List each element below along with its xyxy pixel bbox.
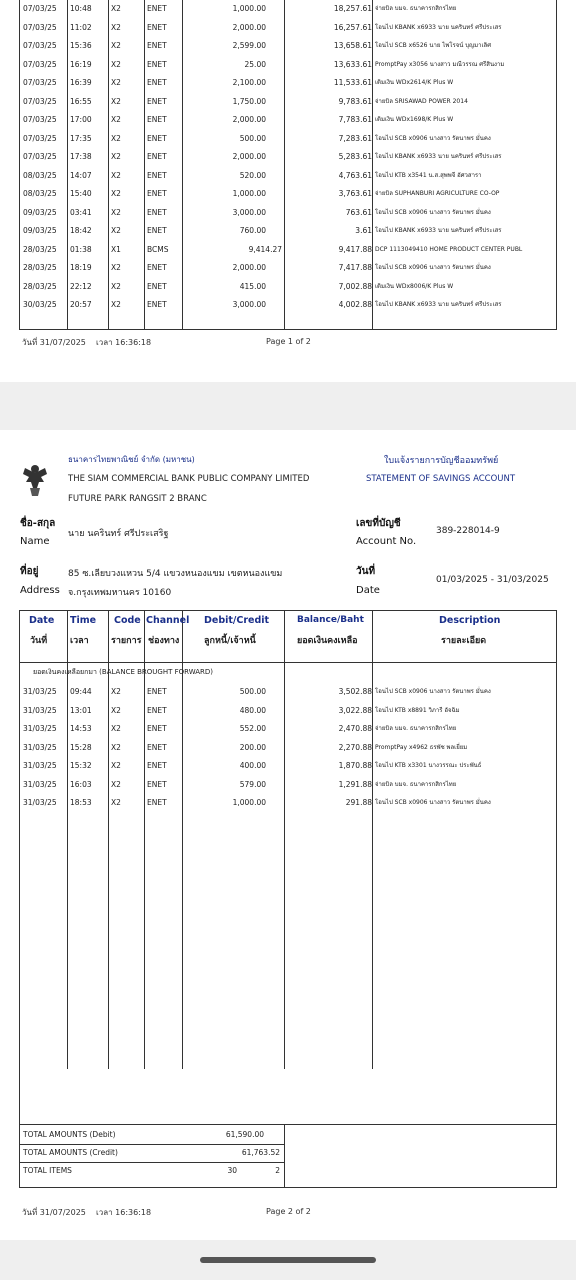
transaction-table-page-2 bbox=[19, 610, 557, 1188]
row-date: 07/03/25 bbox=[23, 133, 57, 143]
table-row bbox=[20, 185, 558, 203]
row-description: โอนไป SCB x0906 นางสาว รัตนาพร มั่นคง bbox=[375, 264, 491, 271]
page-number: Page 1 of 2 bbox=[266, 337, 311, 346]
row-date: 07/03/25 bbox=[23, 59, 57, 69]
row-debit: 579.00 bbox=[239, 779, 266, 789]
row-date: 08/03/25 bbox=[23, 170, 57, 180]
table-row bbox=[20, 739, 558, 757]
row-date: 31/03/25 bbox=[23, 742, 57, 752]
row-code: X2 bbox=[111, 170, 121, 180]
col-header-channel-en: Channel bbox=[146, 615, 190, 626]
row-description: โอนไป SCB x6526 นาย ไพโรจน์ บุญมาเลิศ bbox=[375, 42, 492, 49]
row-description: โอนไป KTB x3541 น.ส.สุพพจี อัศวสารา bbox=[375, 171, 482, 179]
row-code: X1 bbox=[111, 244, 121, 254]
row-channel: ENET bbox=[147, 115, 167, 124]
row-debit: 1,750.00 bbox=[232, 96, 266, 106]
date-label-th: วันที่ bbox=[356, 566, 376, 577]
col-header-balance-th: ยอดเงินคงเหลือ bbox=[297, 636, 358, 646]
row-code: X2 bbox=[111, 22, 121, 32]
row-date: 07/03/25 bbox=[23, 22, 57, 32]
row-balance: 2,270.88 bbox=[338, 742, 372, 752]
row-channel: ENET bbox=[147, 170, 167, 180]
row-channel: ENET bbox=[147, 263, 167, 272]
row-code: X2 bbox=[111, 41, 121, 50]
row-debit: 1,000.00 bbox=[232, 189, 266, 198]
row-balance: 5,283.61 bbox=[338, 152, 372, 161]
row-code: X2 bbox=[111, 798, 121, 807]
row-code: X2 bbox=[111, 779, 121, 789]
row-channel: ENET bbox=[147, 207, 167, 217]
row-description: เติมเงิน WDx8006/K Plus W bbox=[375, 282, 454, 290]
row-date: 08/03/25 bbox=[23, 189, 57, 198]
row-time: 16:19 bbox=[70, 59, 92, 69]
row-debit: 415.00 bbox=[239, 281, 266, 291]
row-debit: 3,000.00 bbox=[232, 207, 266, 217]
statement-title-en: STATEMENT OF SAVINGS ACCOUNT bbox=[366, 474, 516, 484]
col-header-time-th: เวลา bbox=[70, 636, 89, 646]
row-balance: 11,533.61 bbox=[333, 78, 372, 87]
address-line-1: 85 ซ.เลียบวงแหวน 5/4 แขวงหนองแขม เขตหนองแขม bbox=[68, 569, 283, 579]
row-date: 31/03/25 bbox=[23, 705, 57, 715]
col-header-balance-en: Balance/Baht bbox=[297, 615, 364, 625]
row-date: 09/03/25 bbox=[23, 226, 57, 235]
row-time: 11:02 bbox=[70, 22, 92, 32]
col-header-time-en: Time bbox=[70, 615, 97, 626]
table-row bbox=[20, 222, 558, 240]
row-time: 13:01 bbox=[70, 705, 92, 715]
row-debit: 2,000.00 bbox=[232, 263, 266, 272]
table-row bbox=[20, 204, 558, 222]
row-code: X2 bbox=[111, 281, 121, 291]
row-channel: ENET bbox=[147, 687, 167, 696]
bank-name-en: THE SIAM COMMERCIAL BANK PUBLIC COMPANY LIMITED bbox=[68, 474, 310, 484]
row-code: X2 bbox=[111, 300, 121, 309]
row-balance: 3.61 bbox=[355, 226, 372, 235]
row-debit: 25.00 bbox=[244, 59, 266, 69]
row-description: DCP 1113049410 HOME PRODUCT CENTER PUBL bbox=[375, 245, 523, 253]
row-description: จ่ายบิล บมจ. ธนาคารกสิกรไทย bbox=[375, 5, 457, 12]
row-time: 18:42 bbox=[70, 226, 92, 235]
row-date: 07/03/25 bbox=[23, 4, 57, 13]
row-channel: ENET bbox=[147, 705, 167, 715]
row-time: 03:41 bbox=[70, 207, 92, 217]
row-channel: ENET bbox=[147, 742, 167, 752]
name-label-th: ชื่อ-สกุล bbox=[20, 518, 56, 529]
print-date: วันที่ 31/07/2025 bbox=[22, 1208, 86, 1217]
row-debit: 1,000.00 bbox=[232, 798, 266, 807]
row-channel: ENET bbox=[147, 281, 167, 291]
table-row bbox=[20, 19, 558, 37]
home-indicator[interactable] bbox=[200, 1257, 376, 1263]
row-description: โอนไป SCB x0906 นางสาว รัตนาพร มั่นคง bbox=[375, 799, 491, 806]
print-time: เวลา 16:36:18 bbox=[96, 1208, 152, 1217]
row-code: X2 bbox=[111, 78, 121, 87]
statement-period: 01/03/2025 - 31/03/2025 bbox=[436, 575, 549, 585]
row-description: โอนไป KBANK x6933 นาย นครินทร์ ศรีประเสร bbox=[375, 153, 502, 160]
bank-emblem-icon bbox=[20, 462, 50, 498]
row-description: เติมเงิน WDx1698/K Plus W bbox=[375, 116, 454, 123]
row-channel: ENET bbox=[147, 300, 167, 309]
row-date: 31/03/25 bbox=[23, 798, 57, 807]
row-time: 01:38 bbox=[70, 244, 92, 254]
row-balance: 3,763.61 bbox=[338, 189, 372, 198]
row-description: โอนไป KBANK x6933 นาย นครินทร์ ศรีประเสร bbox=[375, 23, 502, 31]
row-date: 09/03/25 bbox=[23, 207, 57, 217]
row-channel: ENET bbox=[147, 152, 167, 161]
row-debit: 200.00 bbox=[239, 742, 266, 752]
total-debit-value: 61,590.00 bbox=[225, 1130, 264, 1139]
row-debit: 520.00 bbox=[239, 170, 266, 180]
table-row bbox=[20, 93, 558, 111]
row-code: X2 bbox=[111, 207, 121, 217]
statement-page-1 bbox=[0, 0, 576, 382]
col-header-date-en: Date bbox=[29, 615, 55, 626]
table-row bbox=[20, 241, 558, 259]
row-time: 17:00 bbox=[70, 115, 92, 124]
col-header-channel-th: ช่องทาง bbox=[148, 636, 180, 646]
row-balance: 7,283.61 bbox=[338, 133, 372, 143]
row-date: 07/03/25 bbox=[23, 115, 57, 124]
date-label-en: Date bbox=[356, 585, 380, 596]
row-time: 17:38 bbox=[70, 152, 92, 161]
row-balance: 1,870.88 bbox=[338, 761, 372, 770]
row-code: X2 bbox=[111, 59, 121, 69]
row-description: โอนไป KTB x3301 นางวรรณะ ประพันธ์ bbox=[375, 762, 482, 769]
row-balance: 291.88 bbox=[345, 798, 372, 807]
table-row bbox=[20, 296, 558, 314]
address-label-th: ที่อยู่ bbox=[20, 566, 39, 577]
row-balance: 13,658.61 bbox=[333, 41, 372, 50]
row-description: จ่ายบิล บมจ. ธนาคารกสิกรไทย bbox=[375, 725, 457, 732]
row-code: X2 bbox=[111, 761, 121, 770]
row-channel: ENET bbox=[147, 798, 167, 807]
row-code: X2 bbox=[111, 742, 121, 752]
print-time: เวลา 16:36:18 bbox=[96, 338, 152, 347]
row-credit: 9,414.27 bbox=[248, 244, 282, 254]
bank-name-th: ธนาคารไทยพาณิชย์ จำกัด (มหาชน) bbox=[68, 455, 195, 464]
row-debit: 400.00 bbox=[239, 761, 266, 770]
row-time: 16:39 bbox=[70, 78, 92, 87]
row-debit: 2,599.00 bbox=[232, 41, 266, 50]
table-row bbox=[20, 720, 558, 738]
row-time: 15:32 bbox=[70, 761, 92, 770]
transaction-table-page-1 bbox=[19, 0, 557, 330]
table-row bbox=[20, 111, 558, 129]
row-debit: 500.00 bbox=[239, 133, 266, 143]
table-row bbox=[20, 130, 558, 148]
col-header-date-th: วันที่ bbox=[30, 636, 48, 646]
row-channel: ENET bbox=[147, 133, 167, 143]
row-description: โอนไป KBANK x6933 นาย นครินทร์ ศรีประเสร bbox=[375, 227, 502, 234]
total-items-label: TOTAL ITEMS bbox=[23, 1166, 72, 1175]
row-channel: ENET bbox=[147, 779, 167, 789]
row-debit: 3,000.00 bbox=[232, 300, 266, 309]
row-date: 31/03/25 bbox=[23, 687, 57, 696]
row-date: 31/03/25 bbox=[23, 724, 57, 733]
table-row bbox=[20, 56, 558, 74]
row-debit: 2,000.00 bbox=[232, 152, 266, 161]
row-balance: 7,002.88 bbox=[338, 281, 372, 291]
row-channel: ENET bbox=[147, 22, 167, 32]
row-channel: BCMS bbox=[147, 244, 169, 254]
name-label-en: Name bbox=[20, 536, 50, 547]
row-date: 30/03/25 bbox=[23, 300, 57, 309]
table-row bbox=[20, 167, 558, 185]
row-code: X2 bbox=[111, 96, 121, 106]
total-items-debit: 30 bbox=[227, 1166, 237, 1175]
row-time: 18:19 bbox=[70, 263, 92, 272]
col-header-desc-en: Description bbox=[439, 615, 501, 626]
address-label-en: Address bbox=[20, 585, 60, 596]
row-channel: ENET bbox=[147, 724, 167, 733]
row-code: X2 bbox=[111, 152, 121, 161]
col-header-debit-en: Debit/Credit bbox=[204, 615, 270, 626]
row-time: 17:35 bbox=[70, 133, 92, 143]
table-row bbox=[20, 278, 558, 296]
row-time: 14:07 bbox=[70, 170, 92, 180]
row-debit: 1,000.00 bbox=[232, 4, 266, 13]
row-channel: ENET bbox=[147, 226, 167, 235]
table-row bbox=[20, 794, 558, 812]
row-code: X2 bbox=[111, 115, 121, 124]
account-label-en: Account No. bbox=[356, 536, 417, 547]
row-description: PromptPay x4962 ธรพัช พลเยี่ยม bbox=[375, 743, 468, 751]
row-code: X2 bbox=[111, 189, 121, 198]
row-code: X2 bbox=[111, 263, 121, 272]
row-balance: 7,417.88 bbox=[338, 263, 372, 272]
table-row bbox=[20, 259, 558, 277]
print-date: วันที่ 31/07/2025 bbox=[22, 338, 86, 347]
row-description: จ่ายบิล SRISAWAD POWER 2014 bbox=[375, 97, 468, 105]
account-holder-name: นาย นครินทร์ ศรีประเสริฐ bbox=[68, 529, 169, 539]
row-balance: 4,002.88 bbox=[338, 300, 372, 309]
row-debit: 500.00 bbox=[239, 687, 266, 696]
row-balance: 18,257.61 bbox=[333, 4, 372, 13]
row-code: X2 bbox=[111, 705, 121, 715]
row-date: 31/03/25 bbox=[23, 779, 57, 789]
table-row bbox=[20, 37, 558, 55]
row-description: PromptPay x3056 นางสาว มณีวรรณ ศรีสินงาม bbox=[375, 60, 505, 68]
row-date: 28/03/25 bbox=[23, 281, 57, 291]
row-code: X2 bbox=[111, 133, 121, 143]
row-channel: ENET bbox=[147, 59, 167, 69]
statement-title-th: ใบแจ้งรายการบัญชีออมทรัพย์ bbox=[384, 456, 499, 466]
row-description: โอนไป KBANK x6933 นาย นครินทร์ ศรีประเสร bbox=[375, 301, 502, 308]
row-time: 15:40 bbox=[70, 189, 92, 198]
table-row bbox=[20, 148, 558, 166]
row-time: 15:36 bbox=[70, 41, 92, 50]
row-time: 14:53 bbox=[70, 724, 92, 733]
row-channel: ENET bbox=[147, 761, 167, 770]
table-row bbox=[20, 702, 558, 720]
row-description: จ่ายบิล SUPHANBURI AGRICULTURE CO-OP bbox=[375, 190, 500, 197]
row-channel: ENET bbox=[147, 96, 167, 106]
row-channel: ENET bbox=[147, 189, 167, 198]
row-balance: 7,783.61 bbox=[338, 115, 372, 124]
row-date: 07/03/25 bbox=[23, 96, 57, 106]
table-row bbox=[20, 0, 558, 18]
row-description: โอนไป SCB x0906 นางสาว รัตนาพร มั่นคง bbox=[375, 688, 491, 695]
row-debit: 552.00 bbox=[239, 724, 266, 733]
total-credit-value: 61,763.52 bbox=[241, 1148, 280, 1157]
row-balance: 1,291.88 bbox=[338, 779, 372, 789]
row-description: จ่ายบิล บมจ. ธนาคารกสิกรไทย bbox=[375, 780, 457, 788]
row-balance: 763.61 bbox=[345, 207, 372, 217]
table-row bbox=[20, 74, 558, 92]
row-time: 09:44 bbox=[70, 687, 92, 696]
col-header-code-en: Code bbox=[114, 615, 141, 626]
row-debit: 2,000.00 bbox=[232, 115, 266, 124]
row-time: 18:53 bbox=[70, 798, 92, 807]
col-header-debit-th: ลูกหนี้/เจ้าหนี้ bbox=[204, 636, 256, 646]
row-time: 10:48 bbox=[70, 4, 92, 13]
col-header-desc-th: รายละเอียด bbox=[441, 636, 487, 646]
address-line-2: จ.กรุงเทพมหานคร 10160 bbox=[68, 588, 172, 598]
row-description: โอนไป SCB x0906 นางสาว รัตนาพร มั่นคง bbox=[375, 134, 491, 142]
row-date: 28/03/25 bbox=[23, 263, 57, 272]
account-label-th: เลขที่บัญชี bbox=[356, 518, 401, 529]
row-balance: 2,470.88 bbox=[338, 724, 372, 733]
row-balance: 4,763.61 bbox=[338, 170, 372, 180]
row-date: 31/03/25 bbox=[23, 761, 57, 770]
row-time: 22:12 bbox=[70, 281, 92, 291]
row-channel: ENET bbox=[147, 4, 167, 13]
row-debit: 2,000.00 bbox=[232, 22, 266, 32]
table-row bbox=[20, 757, 558, 775]
row-balance: 3,502.88 bbox=[338, 687, 372, 696]
row-time: 20:57 bbox=[70, 300, 92, 309]
row-balance: 9,783.61 bbox=[338, 96, 372, 106]
row-date: 28/03/25 bbox=[23, 244, 57, 254]
total-credit-label: TOTAL AMOUNTS (Credit) bbox=[23, 1148, 118, 1157]
row-channel: ENET bbox=[147, 78, 167, 87]
table-row bbox=[20, 683, 558, 701]
table-row bbox=[20, 776, 558, 794]
total-items-credit: 2 bbox=[275, 1166, 280, 1175]
row-code: X2 bbox=[111, 226, 121, 235]
account-number: 389-228014-9 bbox=[436, 526, 500, 536]
row-code: X2 bbox=[111, 4, 121, 13]
statement-page-2 bbox=[0, 430, 576, 1240]
row-time: 16:03 bbox=[70, 779, 92, 789]
row-code: X2 bbox=[111, 724, 121, 733]
row-time: 15:28 bbox=[70, 742, 92, 752]
row-debit: 2,100.00 bbox=[232, 78, 266, 87]
row-description: เติมเงิน WDx2614/K Plus W bbox=[375, 79, 454, 86]
row-description: โอนไป SCB x0906 นางสาว รัตนาพร มั่นคง bbox=[375, 208, 491, 216]
total-debit-label: TOTAL AMOUNTS (Debit) bbox=[23, 1130, 116, 1139]
row-balance: 13,633.61 bbox=[333, 59, 372, 69]
row-date: 07/03/25 bbox=[23, 152, 57, 161]
row-balance: 3,022.88 bbox=[338, 705, 372, 715]
col-header-code-th: รายการ bbox=[111, 636, 142, 646]
page-number: Page 2 of 2 bbox=[266, 1207, 311, 1216]
row-date: 07/03/25 bbox=[23, 41, 57, 50]
row-time: 16:55 bbox=[70, 96, 92, 106]
row-debit: 760.00 bbox=[239, 226, 266, 235]
balance-brought-forward: ยอดเงินคงเหลือยกมา (BALANCE BROUGHT FORWARD) bbox=[33, 668, 214, 676]
row-description: โอนไป KTB x8891 วิภารี อัจฉิม bbox=[375, 706, 460, 714]
row-code: X2 bbox=[111, 687, 121, 696]
row-debit: 480.00 bbox=[239, 705, 266, 715]
row-channel: ENET bbox=[147, 41, 167, 50]
row-balance: 9,417.88 bbox=[338, 244, 372, 254]
row-balance: 16,257.61 bbox=[333, 22, 372, 32]
row-date: 07/03/25 bbox=[23, 78, 57, 87]
branch-name: FUTURE PARK RANGSIT 2 BRANC bbox=[68, 494, 207, 504]
